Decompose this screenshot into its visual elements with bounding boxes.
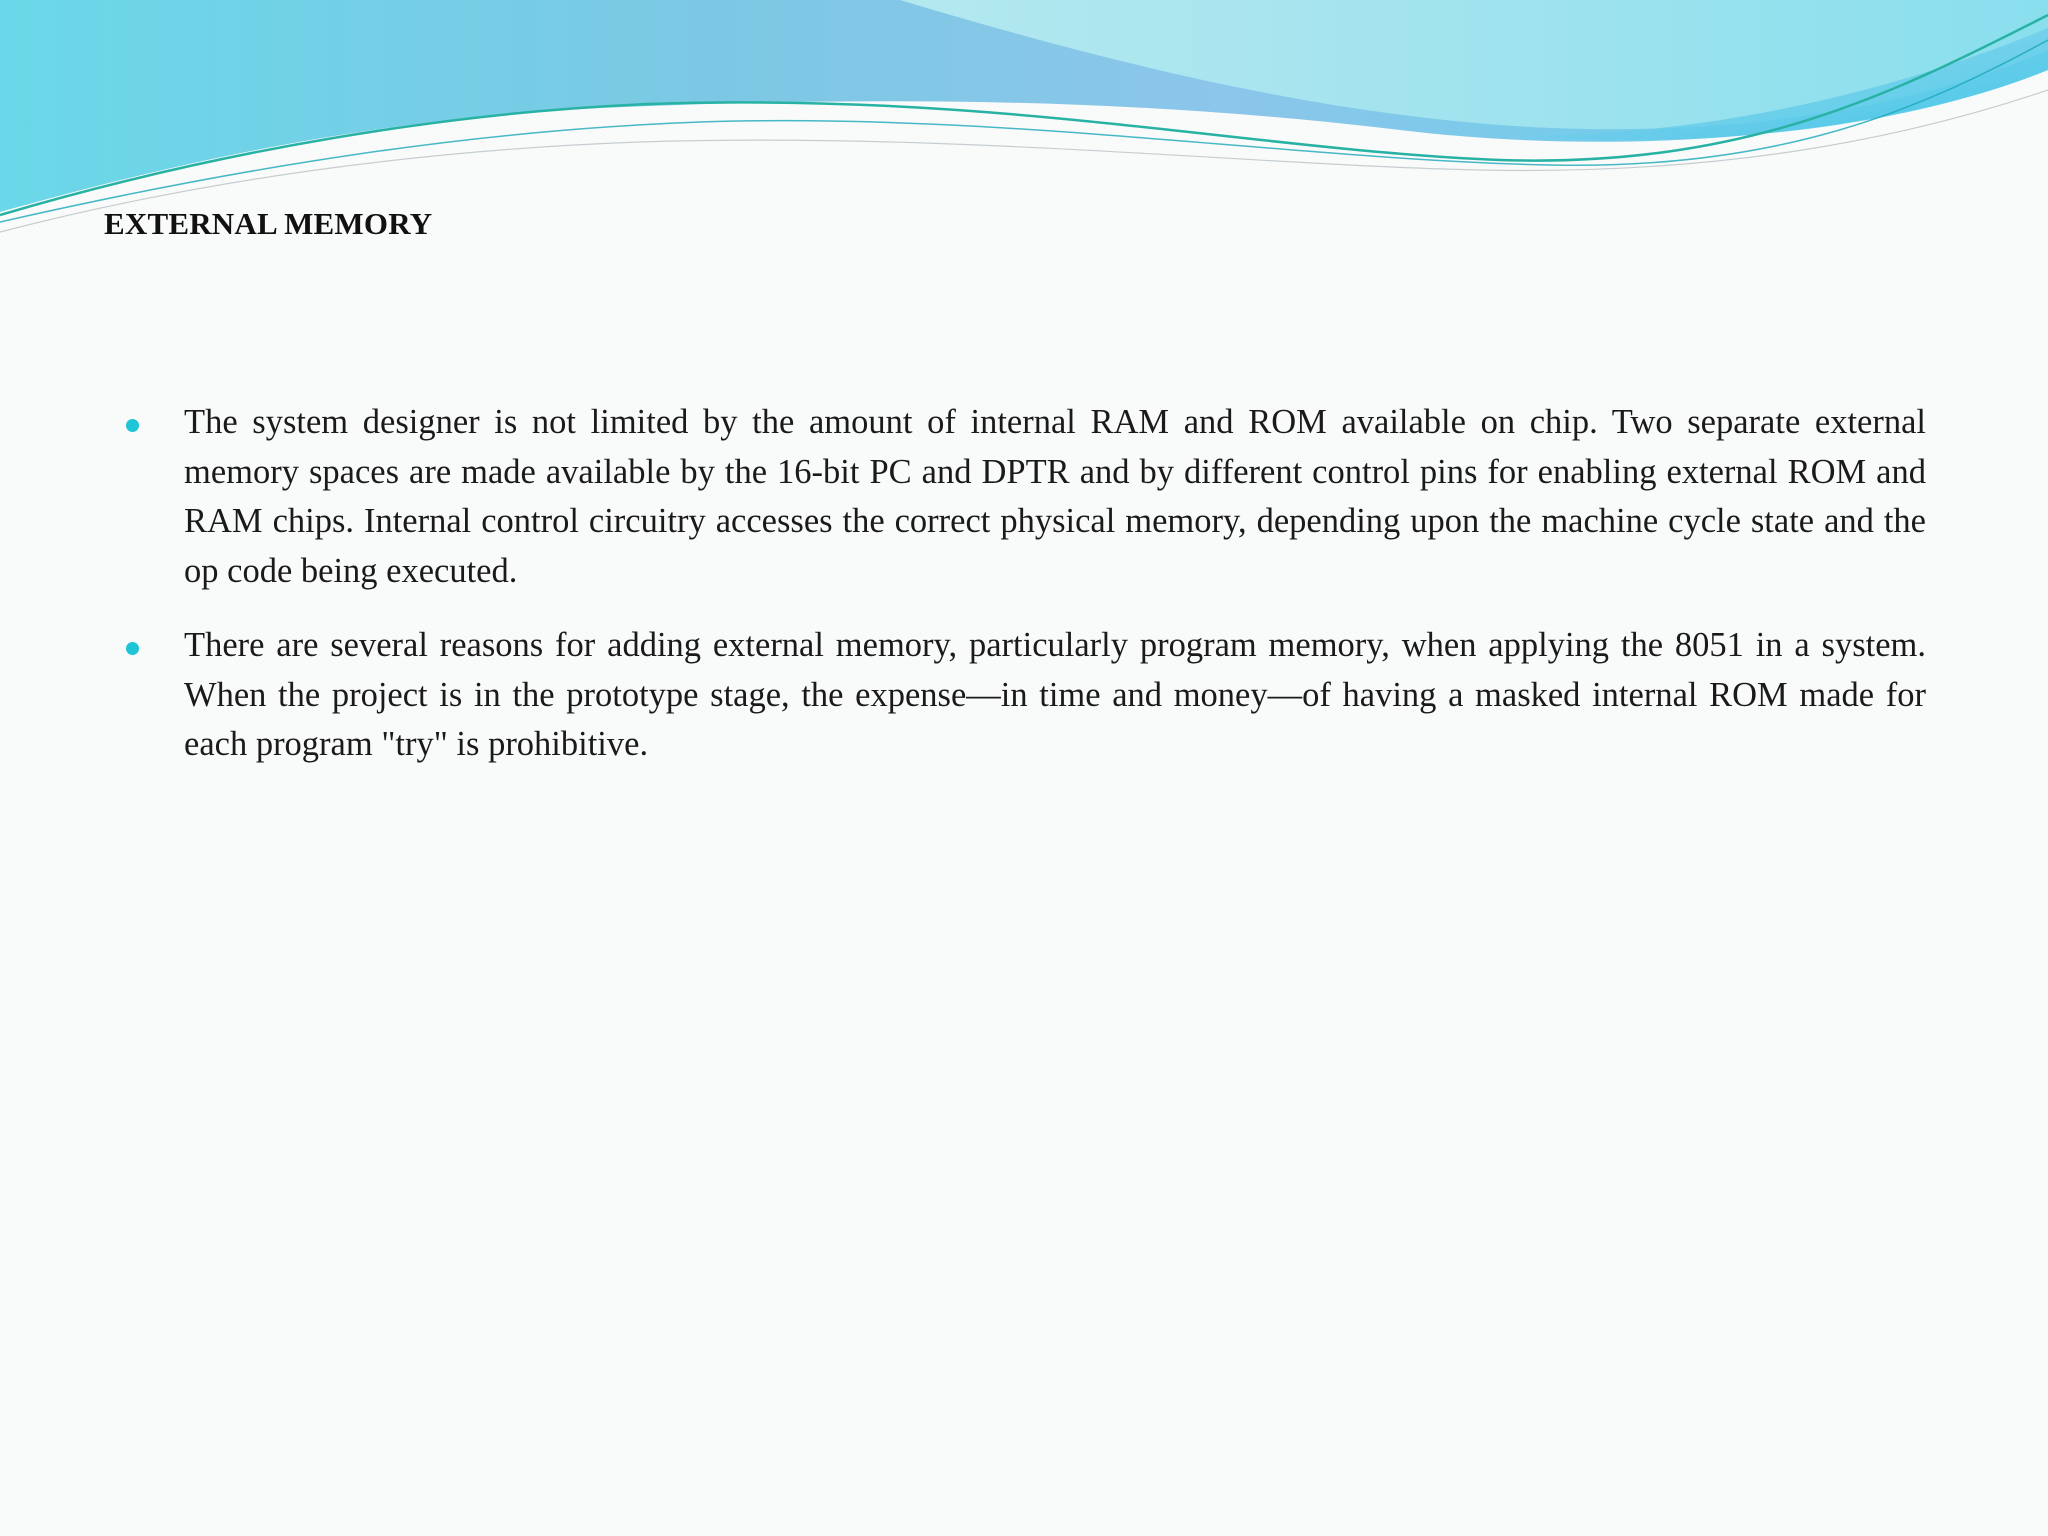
bullet-text: The system designer is not limited by the amount of internal RAM and ROM available on chip. Two separate external memory spaces are made available by the 16-bit PC and DPTR and by different control pins for enabling external ROM and RAM chips. Internal control circuitry accesses the correct physical memory, depending upon the machine cycle state and the op code being executed.	[184, 403, 1926, 590]
bullet-dot-icon	[126, 419, 139, 432]
slide-title: EXTERNAL MEMORY	[104, 206, 433, 241]
bullet-item	[120, 621, 1926, 770]
bullet-item	[120, 398, 1926, 596]
wave-header-decoration	[0, 0, 2048, 240]
bullet-dot-icon	[126, 642, 139, 655]
bullet-list	[120, 398, 1926, 795]
bullet-text: There are several reasons for adding external memory, particularly program memory, when applying the 8051 in a system. When the project is in the prototype stage, the expense—in time and money—of having a masked internal ROM made for each program "try" is prohibitive.	[184, 626, 1926, 763]
